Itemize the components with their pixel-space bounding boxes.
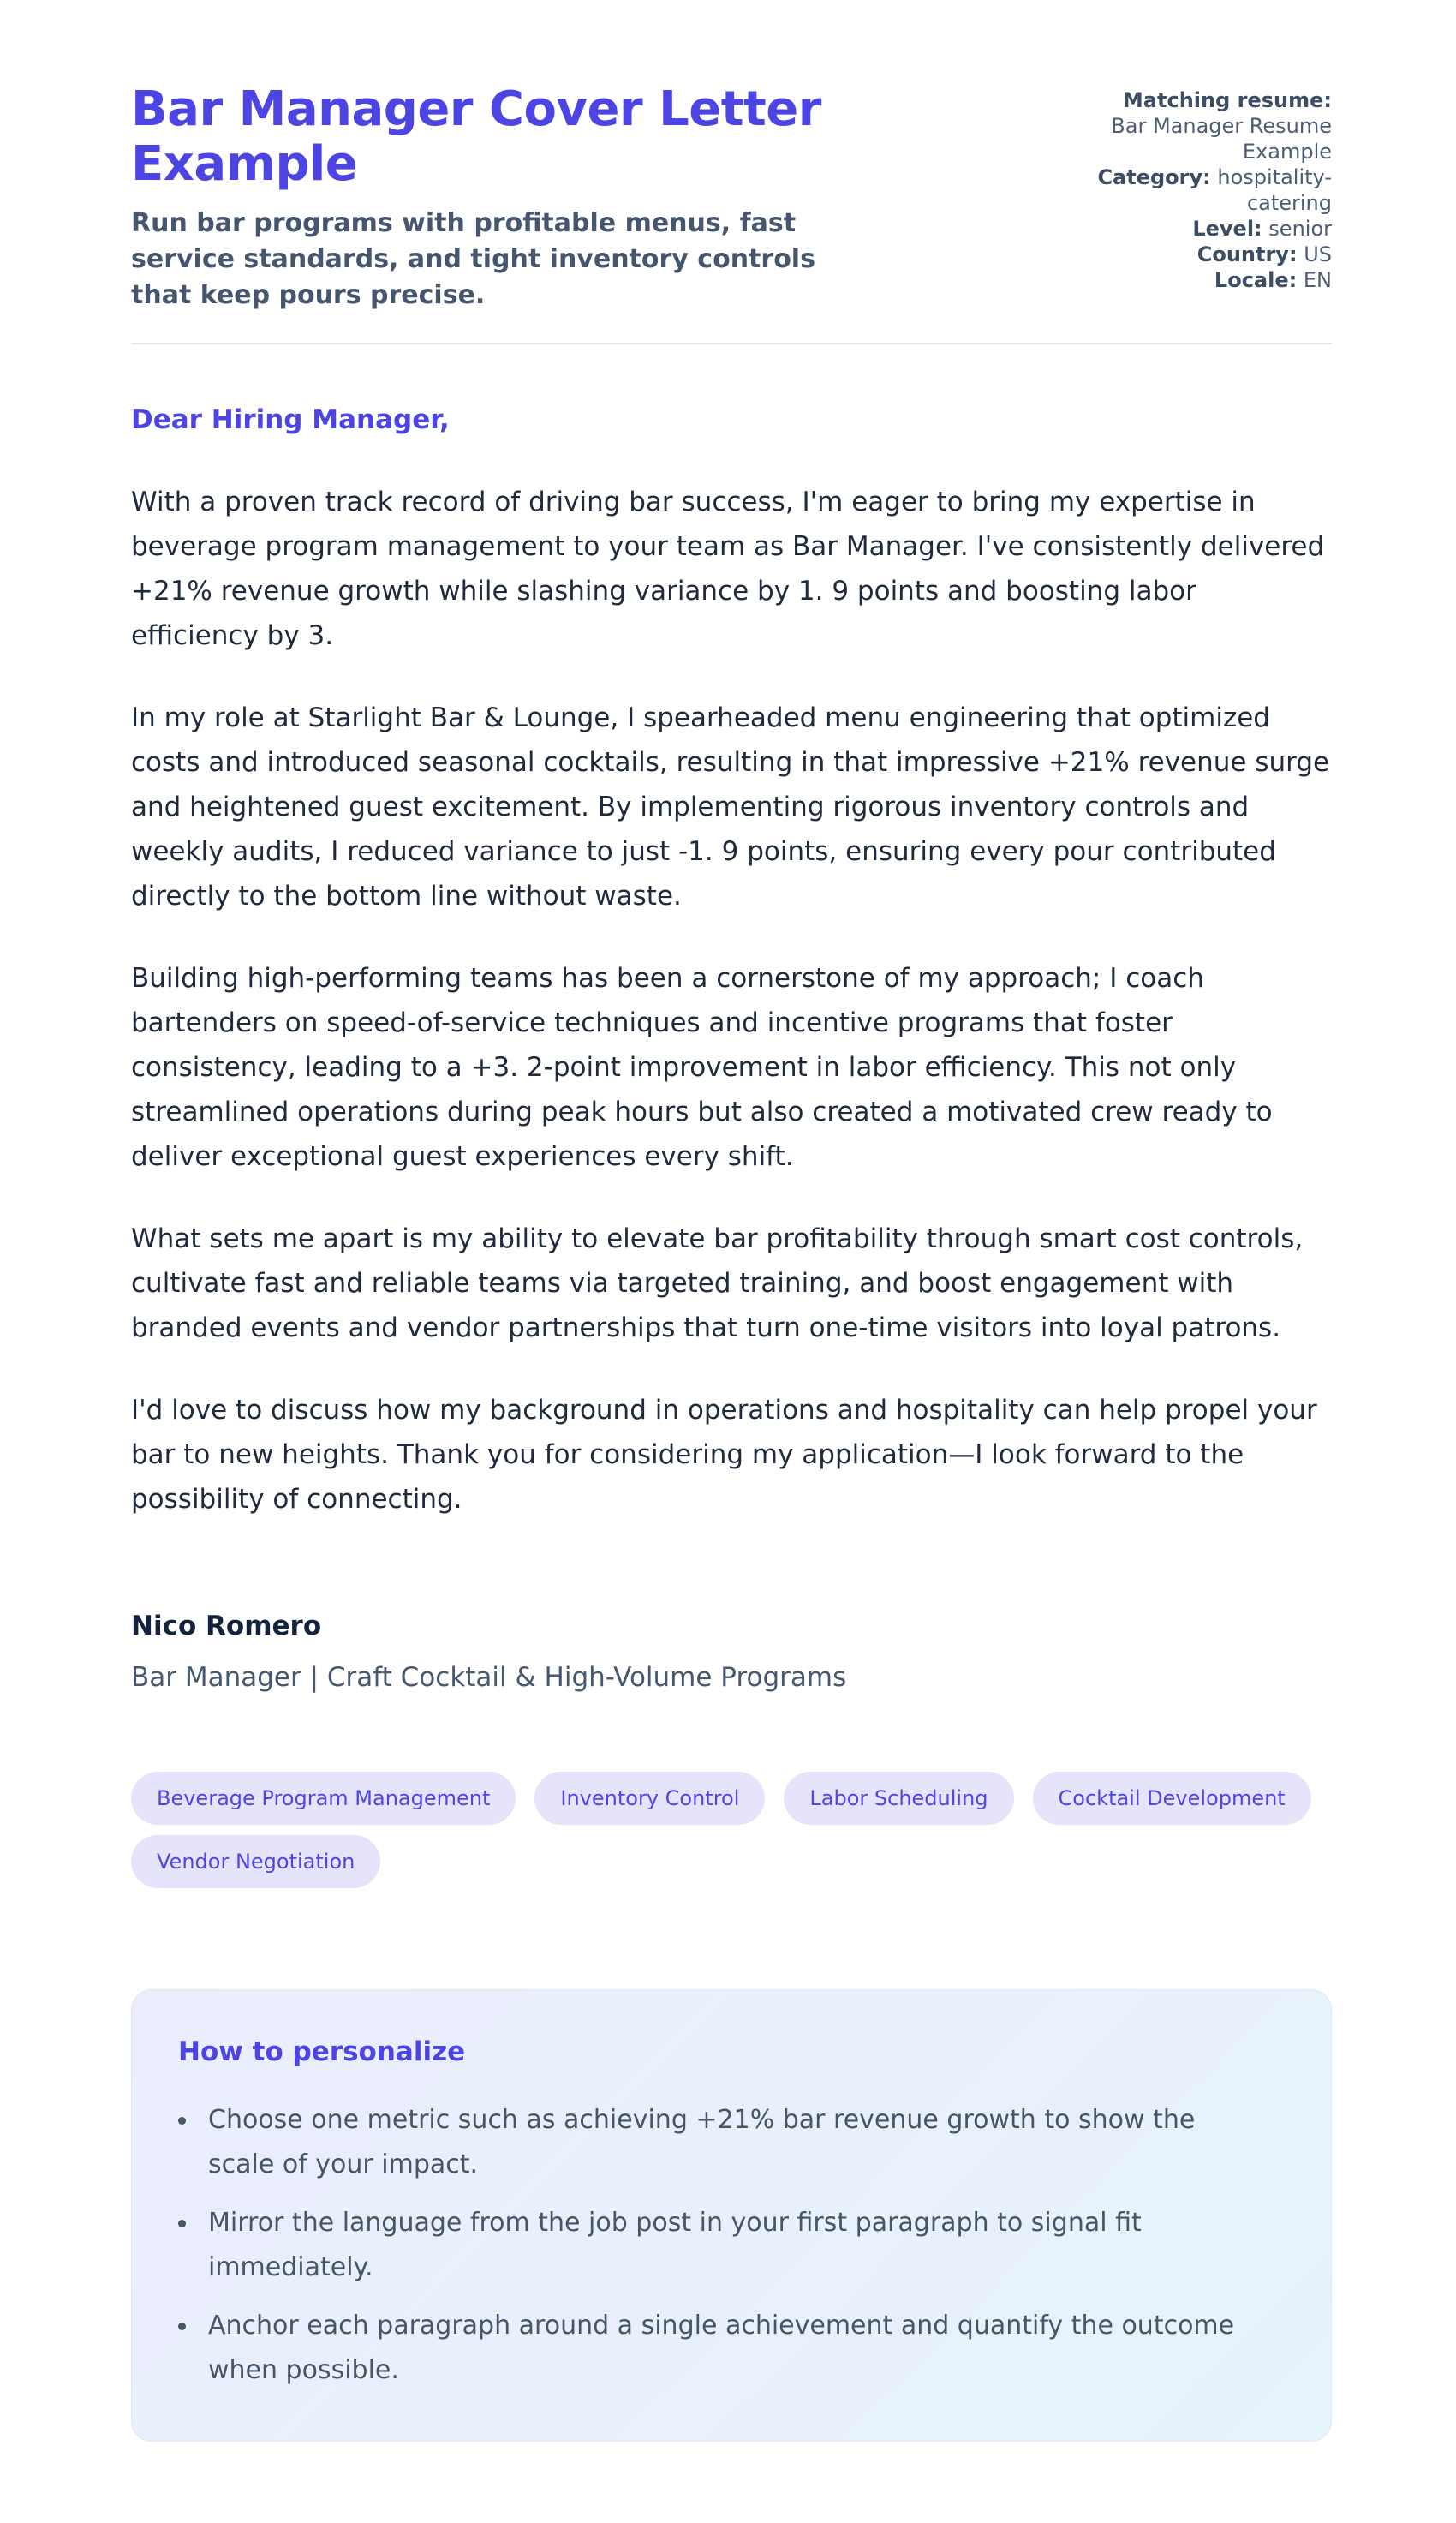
letter-paragraph-4: What sets me apart is my ability to elevate bar profitability through smart cost controls, cultivate fast and reliable teams via targeted training, and boost engagement with branded events and vendor partnerships that turn one-time visitors into loyal patrons. — [131, 1223, 1304, 1343]
letter-paragraph-3: Building high-performing teams has been a cornerstone of my approach; I coach bartenders on speed-of-service techniques and incentive programs that foster consistency, leading to a +3. 2-point improvement in labor efficiency. This not only streamlined operations during peak hours but also created a motivated crew ready to deliver exceptional guest experiences every shift. — [131, 963, 1273, 1172]
tip-text: Anchor each paragraph around a single achievement and quantify the outcome when possible. — [208, 2311, 1235, 2385]
personalize-tip-list — [178, 2098, 1285, 2393]
letter-paragraph-5: I'd love to discuss how my background in operations and hospitality can help propel your bar to new heights. Thank you for considering my application—I look forward to the possibility of connecting. — [131, 1395, 1317, 1515]
tip-item-1 — [178, 2098, 1285, 2187]
page-header — [131, 82, 1332, 314]
signature-name: Nico Romero — [131, 1611, 322, 1641]
meta-category — [1075, 164, 1332, 216]
letter-greeting: Dear Hiring Manager, — [131, 404, 450, 435]
tag-pill-beverage-program-management: Beverage Program Management — [131, 1772, 516, 1825]
resume-meta-block — [1075, 87, 1332, 293]
tag-pill-inventory-control: Inventory Control — [534, 1772, 765, 1825]
skill-tag-list — [131, 1772, 1332, 1888]
tip-text: Choose one metric such as achieving +21% bar revenue growth to show the scale of your impact. — [208, 2105, 1196, 2179]
page-subtitle: Run bar programs with profitable menus, fast service standards, and tight inventory controls that keep pours precise. — [131, 208, 815, 310]
signature-role: Bar Manager | Craft Cocktail & High-Volume Programs — [131, 1662, 847, 1693]
meta-label: Country: — [1196, 242, 1298, 266]
meta-country — [1075, 242, 1332, 267]
meta-value: Bar Manager Resume Example — [1111, 114, 1332, 164]
personalize-heading: How to personalize — [178, 2036, 466, 2067]
tag-pill-cocktail-development: Cocktail Development — [1033, 1772, 1311, 1825]
meta-level — [1075, 216, 1332, 242]
page-title: Bar Manager Cover Letter Example — [131, 81, 821, 192]
tip-text: Mirror the language from the job post in your first paragraph to signal fit immediately. — [208, 2208, 1142, 2282]
meta-value: hospitality-catering — [1217, 165, 1332, 215]
bullet-dot-icon — [178, 2117, 186, 2125]
header-title-block — [131, 82, 833, 314]
tip-item-2 — [178, 2201, 1285, 2290]
letter-paragraph-1: With a proven track record of driving bar success, I'm eager to bring my expertise in beverage program management to your team as Bar Manager. I've consistently delivered +21% revenue growth while slashing variance by 1. 9 points and boosting labor efficiency by 3. — [131, 487, 1325, 651]
meta-label: Category: — [1097, 165, 1211, 189]
meta-locale — [1075, 267, 1332, 293]
bullet-dot-icon — [178, 2220, 186, 2227]
meta-label: Matching resume: — [1122, 88, 1332, 112]
signature-block — [131, 1604, 1332, 1700]
meta-value: US — [1304, 242, 1332, 266]
meta-label: Level: — [1192, 217, 1262, 241]
letter-body — [131, 398, 1332, 1700]
tag-pill-labor-scheduling: Labor Scheduling — [784, 1772, 1013, 1825]
meta-value: EN — [1303, 268, 1332, 292]
tag-pill-vendor-negotiation: Vendor Negotiation — [131, 1835, 380, 1888]
tip-item-3 — [178, 2304, 1285, 2393]
letter-paragraph-2: In my role at Starlight Bar & Lounge, I spearheaded menu engineering that optimized costs and introduced seasonal cocktails, resulting in that impressive +21% revenue surge and heightened guest excitement. By implementing rigorous inventory controls and weekly audits, I reduced variance to just -1. 9 points, ensuring every pour contributed directly to the bottom line without waste. — [131, 702, 1330, 912]
meta-matching-resume — [1075, 87, 1332, 164]
bullet-dot-icon — [178, 2323, 186, 2330]
meta-label: Locale: — [1214, 268, 1298, 292]
personalize-box — [131, 1989, 1332, 2442]
meta-value: senior — [1268, 217, 1332, 241]
header-divider — [131, 343, 1332, 344]
